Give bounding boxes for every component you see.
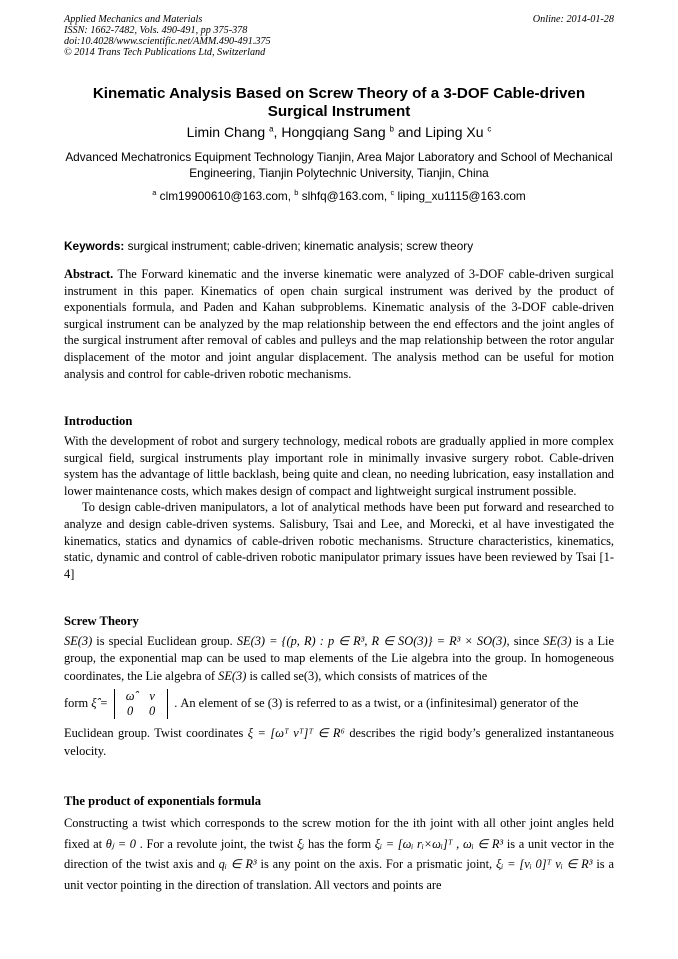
twist-coordinates-equation: ξ = [ωᵀ vᵀ]ᵀ ∈ R⁶: [247, 726, 345, 741]
matrix-omega-hat: ω̂: [125, 689, 135, 704]
poe-text-3: has the form: [307, 836, 372, 851]
se3-lie-algebra-text: is called se(3), which consists of matrices of the: [249, 668, 488, 683]
keywords-text: surgical instrument; cable-driven; kinematic analysis; screw theory: [127, 239, 474, 253]
author-1-mark: a: [269, 124, 274, 134]
author-1: Limin Chang: [186, 124, 266, 140]
se3-equation: SE(3) = {(p, R) : p ∈ R³, R ∈ SO(3)} = R³ × SO(3): [236, 634, 507, 648]
email-b-mark: b: [294, 188, 299, 197]
introduction-paragraph-1: With the development of robot and surgery technology, medical robots are gradually applied in more complex surgical field, surgical instruments play important role in minimally invasive surgery robot. Cable-driven system has the advantage of little backlash, being quite and clean, no needing lubrication, easy installation and lower maintenance costs, which makes design of compact and lightweight surgical instrument possible.: [64, 434, 614, 498]
introduction-heading: Introduction: [64, 414, 133, 428]
author-list: Limin Chang $^a$, Hongqiang Sang $^b$ and Liping Xu $^c$: [186, 124, 492, 140]
keywords: [64, 239, 614, 253]
se3-definition-text: is special Euclidean group.: [96, 634, 233, 648]
xi-hat-symbol: ξ̂ =: [91, 696, 108, 711]
matrix-zero-2: 0: [148, 704, 156, 719]
matrix-v: v: [149, 689, 155, 704]
issn-line: ISSN: 1662-7482, Vols. 490-491, pp 375-378: [64, 25, 248, 36]
q-i-equation: qᵢ ∈ R³: [218, 857, 257, 872]
lie-group-text: is a Lie group, the exponential map can be used to map elements of the Lie algebra into the group. In homogeneous coordinates, the Lie algebra of: [64, 634, 614, 683]
journal-name: Applied Mechanics and Materials: [64, 14, 203, 25]
se3-symbol: SE(3): [64, 634, 93, 648]
poe-text-5: is any point on the axis. For a prismatic joint,: [260, 857, 493, 872]
introduction-body: [64, 433, 614, 582]
author-2: Hongqiang Sang: [281, 124, 386, 140]
journal-header: [64, 14, 614, 58]
author-3: Liping Xu: [425, 124, 484, 140]
screw-theory-heading: Screw Theory: [64, 614, 139, 628]
poe-text-1: Constructing a twist which corresponds to the screw motion for the ith joint with all other joint angles held fixed at: [64, 816, 614, 851]
form-word: form: [64, 696, 89, 711]
doi-line: doi:10.4028/www.scientific.net/AMM.490-491.375: [64, 36, 271, 47]
author-3-mark: c: [487, 124, 492, 134]
online-date: Online: 2014-01-28: [532, 14, 614, 25]
se3-symbol-3: SE(3): [218, 668, 247, 683]
email-list: [64, 188, 614, 203]
abstract-text: The Forward kinematic and the inverse kinematic were analyzed of 3-DOF cable-driven surgical instrument in this paper. Kinematics of open chain surgical instrument was derived by the product of exponentials formula, and Paden and Kahan subproblems. Kinematic analysis of the 3-DOF cable-driven surgical instrument can be analyzed by the map relationship between the end effectors and the joint angles of the surgical instrument after removal of cables and pulleys and the map relationship between the rotor angular displacement of the motor and joint angular displacement. The analysis method can be useful for motion analysis and control for cable-driven robotic mechanisms.: [64, 267, 615, 381]
since-text: , since: [506, 634, 540, 648]
copyright-line: © 2014 Trans Tech Publications Ltd, Switzerland: [64, 47, 266, 58]
poe-body: [64, 813, 614, 895]
twist-coordinates-text: Euclidean group. Twist coordinates: [64, 726, 244, 741]
author-2-mark: b: [389, 124, 394, 134]
velocity-text: describes the rigid body’s generalized instantaneous velocity.: [64, 726, 614, 758]
se3-symbol-2: SE(3): [543, 634, 572, 648]
email-a[interactable]: clm19900610@163.com,: [159, 188, 292, 203]
email-b[interactable]: slhfq@163.com,: [301, 188, 388, 203]
keywords-label: Keywords:: [64, 239, 125, 253]
introduction-paragraph-2: To design cable-driven manipulators, a lot of analytical methods have been put forward and researched to analyze and design cable-driven systems. Salisbury, Tsai and Lee, and Morecki, et al have investigated the kinematics, statics and dynamics of cable-driven robotic mechanisms. Structure characteristics, kinematics, static, dynamic and control of cable-driven robotic manipulator primary issues have been reviewed by Tsai [1-4]: [64, 500, 614, 581]
paper-title: Kinematic Analysis Based on Screw Theory of a 3-DOF Cable-driven Surgical Instrument: [92, 85, 586, 120]
screw-theory-body: [64, 633, 614, 760]
prismatic-twist-equation: ξᵢ = [vᵢ 0]ᵀ vᵢ ∈ R³: [496, 857, 593, 872]
affiliation: Advanced Mechatronics Equipment Technology Tianjin, Area Major Laboratory and School of Mechanical Engineering, Tianjin Polytechnic University, Tianjin, China: [65, 150, 613, 180]
revolute-twist-equation: ξᵢ = [ωᵢ rᵢ×ωᵢ]ᵀ , ωᵢ ∈ R³: [374, 836, 504, 851]
email-c[interactable]: liping_xu1115@163.com: [397, 188, 526, 203]
theta-equation: θⱼ = 0: [105, 836, 136, 851]
abstract-label: Abstract.: [64, 267, 114, 281]
email-c-mark: c: [390, 188, 395, 197]
poe-heading: The product of exponentials formula: [64, 794, 262, 808]
email-a-mark: a: [152, 188, 157, 197]
poe-text-6: is a unit vector pointing in the direction of translation. All vectors and points are: [64, 857, 614, 892]
xi-i-symbol: ξᵢ: [296, 836, 305, 851]
poe-text-2: . For a revolute joint, the twist: [139, 836, 294, 851]
matrix-zero-1: 0: [126, 704, 134, 719]
abstract: [64, 266, 614, 382]
twist-matrix: [114, 689, 168, 719]
poe-text-4: is a unit vector in the direction of the twist axis and: [64, 836, 615, 872]
author-and: and: [397, 124, 422, 140]
twist-element-text: . An element of se (3) is referred to as a twist, or a (infinitesimal) generator of the: [174, 696, 579, 711]
